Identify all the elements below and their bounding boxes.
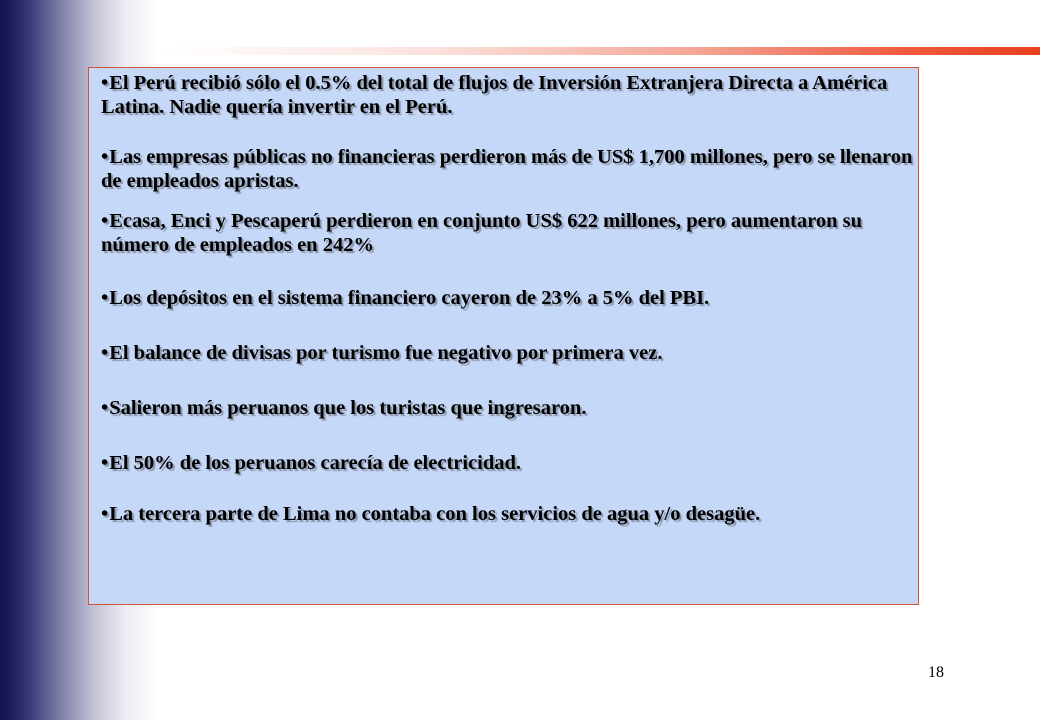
bullet-item (101, 499, 916, 529)
bullet-dot: • (101, 146, 109, 168)
bullet-dot: • (101, 72, 109, 94)
bullet-item (101, 396, 916, 420)
bullet-dot: • (101, 210, 109, 232)
content-box (88, 67, 919, 605)
bullet-text: Ecasa, Enci y Pescaperú perdieron en conjunto US$ 622 millones, pero aumentaron su número de empleados en 242% (101, 210, 863, 256)
bullet-item (101, 341, 916, 365)
bullet-text: El Perú recibió sólo el 0.5% del total de flujos de Inversión Extranjera Directa a América Latina. Nadie quería invertir en el Perú. (101, 72, 888, 118)
bullet-dot: • (101, 503, 109, 525)
bullet-item (101, 71, 916, 119)
bullet-text: El balance de divisas por turismo fue negativo por primera vez. (109, 342, 663, 364)
bullet-dot: • (101, 397, 109, 419)
bullet-dot: • (101, 287, 109, 309)
bullet-text: Salieron más peruanos que los turistas que ingresaron. (109, 397, 587, 419)
bullet-text: La tercera parte de Lima no contaba con los servicios de agua y/o desagüe. (109, 503, 761, 525)
bullet-text: Las empresas públicas no financieras perdieron más de US$ 1,700 millones, pero se llenaron de empleados apristas. (101, 146, 913, 192)
bullet-item (101, 145, 916, 193)
bullet-item (101, 209, 916, 257)
bullet-dot: • (101, 342, 109, 364)
page-number: 18 (928, 664, 944, 681)
bullet-dot: • (101, 452, 109, 474)
bullet-text: El 50% de los peruanos carecía de electricidad. (109, 452, 522, 474)
bullet-item (101, 451, 916, 475)
bullet-text: Los depósitos en el sistema financiero cayeron de 23% a 5% del PBI. (109, 287, 710, 309)
bullet-item (101, 286, 916, 310)
top-accent-rule (160, 47, 1040, 55)
